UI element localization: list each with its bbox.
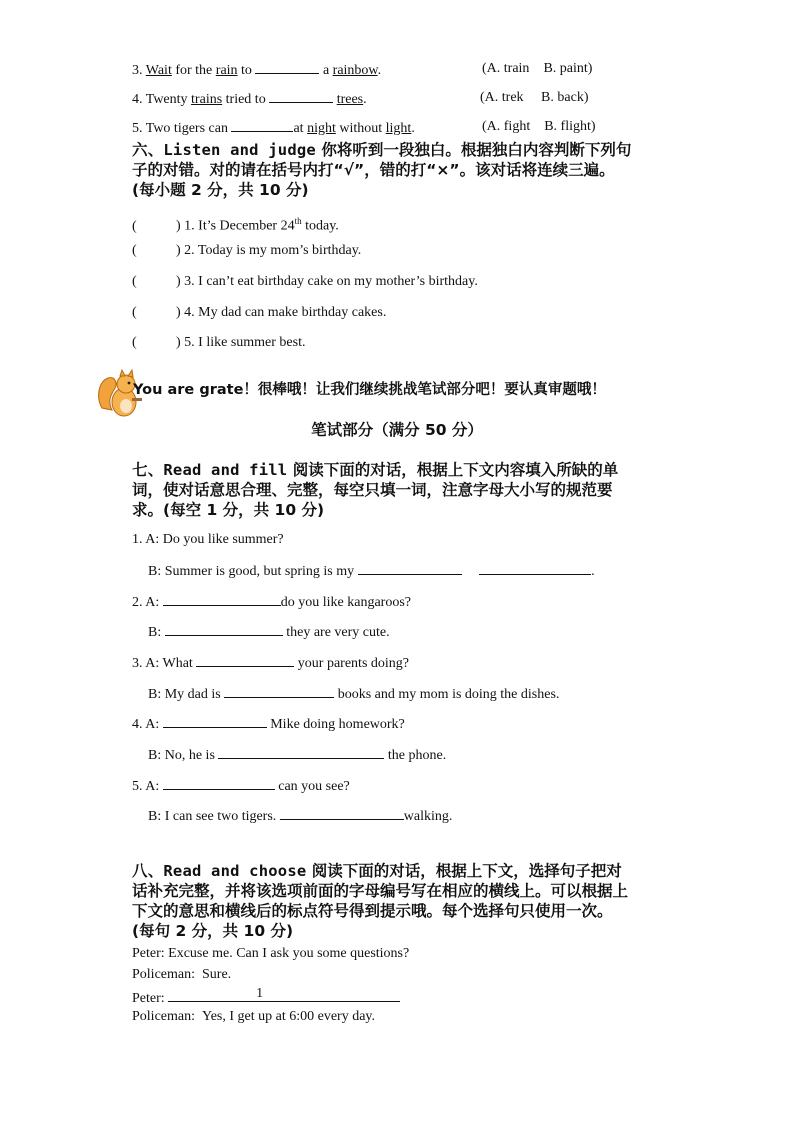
answer-blank[interactable] <box>358 562 462 575</box>
item-5-4-options: (A. trek B. back) <box>480 90 589 105</box>
answer-blank[interactable] <box>231 119 293 132</box>
dialog-line-1: Peter: Excuse me. Can I ask you some questions? <box>132 946 410 961</box>
item-5-3-options: (A. train B. paint) <box>482 61 593 76</box>
judge-item-5: ( ) 5. I like summer best. <box>132 335 306 350</box>
fill-item-3-a: 3. A: What your parents doing? <box>132 656 409 671</box>
section-7-heading: 七、Read and fill 阅读下面的对话，根据上下文内容填入所缺的单词，使对话意思合理、完整，每空只填一词，注意字母大小写的规范要求。(每空 1 分，共 10 分) <box>132 461 619 519</box>
fill-item-2-a: 2. A: do you like kangaroos? <box>132 595 411 610</box>
answer-blank[interactable] <box>269 90 333 103</box>
answer-blank[interactable] <box>479 562 591 575</box>
answer-blank[interactable] <box>218 746 384 759</box>
fill-item-4-b: B: No, he is the phone. <box>148 748 447 763</box>
dialog-line-4: Policeman: Yes, I get up at 6:00 every day. <box>132 1009 376 1024</box>
fill-item-2-b: B: they are very cute. <box>148 625 390 640</box>
fill-item-1-a: 1. A: Do you like summer? <box>132 532 284 547</box>
answer-blank[interactable]: 1 <box>168 987 400 1002</box>
answer-blank[interactable] <box>163 777 275 790</box>
section-8-heading: 八、Read and choose 阅读下面的对话，根据上下文，选择句子把对话补充完整，并将该选项前面的字母编号写在相应的横线上。可以根据上下文的意思和横线后的标点符号得到提示哦。每个选择句只使用一次。(每句 2 分，共 10 分) <box>132 862 629 940</box>
answer-blank[interactable] <box>163 593 281 606</box>
judge-item-2: ( ) 2. Today is my mom’s birthday. <box>132 243 362 258</box>
answer-blank[interactable] <box>255 61 319 74</box>
item-5-5-options: (A. fight B. flight) <box>482 119 596 134</box>
fill-item-1-b: B: Summer is good, but spring is my . <box>148 564 595 579</box>
item-5-4: 4. Twenty trains tried to trees. <box>132 92 367 107</box>
judge-item-1: ( ) 1. It’s December 24th today. <box>132 216 339 234</box>
answer-blank[interactable] <box>280 807 404 820</box>
judge-item-4: ( ) 4. My dad can make birthday cakes. <box>132 305 387 320</box>
fill-item-4-a: 4. A: Mike doing homework? <box>132 717 405 732</box>
written-part-title: 笔试部分（满分 50 分） <box>311 421 483 439</box>
dialog-line-3: Peter: 1 <box>132 987 400 1008</box>
fill-item-5-b: B: I can see two tigers. walking. <box>148 809 453 824</box>
answer-blank[interactable] <box>196 654 294 667</box>
answer-blank[interactable] <box>165 623 283 636</box>
judge-item-3: ( ) 3. I can’t eat birthday cake on my mother’s birthday. <box>132 274 478 289</box>
fill-item-3-b: B: My dad is books and my mom is doing the dishes. <box>148 687 560 702</box>
praise-banner: You are grate！很棒哦！让我们继续挑战笔试部分吧！要认真审题哦！ <box>133 382 606 398</box>
item-5-5: 5. Two tigers can at night without light. <box>132 121 415 136</box>
fill-item-5-a: 5. A: can you see? <box>132 779 350 794</box>
item-5-3: 3. Wait for the rain to a rainbow. <box>132 63 382 78</box>
answer-blank[interactable] <box>163 715 267 728</box>
answer-blank[interactable] <box>224 685 334 698</box>
section-6-heading: 六、Listen and judge 你将听到一段独白。根据独白内容判断下列句子的对错。对的请在括号内打“√”，错的打“×”。该对话将连续三遍。(每小题 2 分，共 10 分) <box>132 141 632 199</box>
dialog-line-2: Policeman: Sure. <box>132 967 232 982</box>
